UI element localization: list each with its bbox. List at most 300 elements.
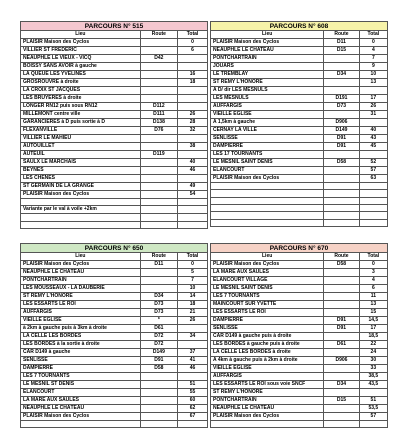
route-cell: D112: [140, 103, 177, 111]
table-row: [21, 277, 208, 285]
route-cell: [324, 333, 359, 341]
total-cell: 16: [178, 71, 208, 79]
lieu-cell: ST REMY L'HONORE: [21, 293, 141, 301]
lieu-cell: [211, 197, 324, 204]
table-row: [21, 87, 208, 95]
table-row: [211, 285, 388, 293]
route-cell: [324, 111, 359, 119]
table-row: [21, 285, 208, 293]
route-cell: D61: [324, 341, 359, 349]
route-cell: D58: [324, 159, 359, 167]
table-row: [211, 381, 388, 389]
total-cell: [178, 63, 208, 71]
table-row: [21, 39, 208, 47]
table-row: [21, 135, 208, 143]
table-row: [21, 269, 208, 277]
route-cell: D73: [140, 301, 177, 309]
route-table: [210, 21, 388, 227]
lieu-cell: LES 17 TOURNANTS: [211, 151, 324, 159]
lieu-cell: SENLISSE: [211, 135, 324, 143]
table-row: [211, 135, 388, 143]
lieu-cell: PLAISIR Maison des Cyclos: [211, 175, 324, 183]
route-cell: [324, 175, 359, 183]
table-row: [21, 159, 208, 167]
table-row: [211, 219, 388, 226]
route-cell: [324, 277, 359, 285]
route-cell: [140, 405, 177, 413]
lieu-cell: PLAISIR Maison des Cyclos: [21, 413, 141, 421]
total-cell: 34: [178, 333, 208, 341]
lieu-cell: AUFFARGIS: [21, 309, 141, 317]
route-cell: [140, 95, 177, 103]
lieu-cell: PLAISIR Maison des Cyclos: [21, 261, 141, 269]
lieu-cell: ELANCOURT: [21, 389, 141, 397]
lieu-cell: LE MESNIL ST DENIS: [21, 381, 141, 389]
total-cell: 0: [359, 261, 387, 269]
table-row: [211, 190, 388, 197]
table-row: [21, 199, 208, 206]
column-header: Route: [140, 253, 177, 261]
lieu-cell: NEAUPHLE LE VIEUX - VICQ: [21, 55, 141, 63]
total-cell: 55: [178, 389, 208, 397]
total-cell: [359, 190, 387, 197]
lieu-cell: PLAISIR Maison des Cyclos: [211, 39, 324, 47]
route-cell: D73: [140, 309, 177, 317]
lieu-cell: [211, 219, 324, 226]
table-row: [21, 111, 208, 119]
table-row: [21, 95, 208, 103]
table-row: [211, 175, 388, 183]
table-row: [21, 405, 208, 413]
route-cell: D119: [140, 151, 177, 159]
table-row: [21, 191, 208, 199]
total-cell: [178, 421, 208, 428]
column-header: Lieu: [211, 253, 324, 261]
table-row: [211, 413, 388, 421]
route-cell: [140, 206, 177, 214]
route-cell: [140, 221, 177, 228]
lieu-cell: LONGER RN12 puis sous RN12: [21, 103, 141, 111]
total-cell: [359, 87, 387, 95]
total-cell: 17: [359, 325, 387, 333]
total-cell: [359, 197, 387, 204]
total-cell: 13: [359, 301, 387, 309]
table-row: [21, 365, 208, 373]
table-row: [211, 143, 388, 151]
route-cell: [324, 212, 359, 219]
column-header: Total: [359, 253, 387, 261]
lieu-cell: SENLISSE: [21, 357, 141, 365]
table-row: [21, 47, 208, 55]
column-header: Lieu: [211, 31, 324, 39]
table-row: [21, 119, 208, 127]
total-cell: 21: [178, 309, 208, 317]
route-cell: [324, 421, 359, 428]
route-cell: D91: [324, 317, 359, 325]
table-row: [211, 55, 388, 63]
route-cell: D34: [324, 71, 359, 79]
lieu-cell: AUTOUILLET: [21, 143, 141, 151]
route-cell: D15: [324, 47, 359, 55]
lieu-cell: A 1,5km à gauche: [211, 119, 324, 127]
lieu-cell: VILLIER LE MAHIEU: [21, 135, 141, 143]
table-row: [211, 325, 388, 333]
total-cell: 9: [359, 63, 387, 71]
route-cell: [324, 63, 359, 71]
lieu-cell: AUTEUIL: [21, 151, 141, 159]
table-row: [211, 39, 388, 47]
total-cell: [178, 151, 208, 159]
route-cell: [324, 87, 359, 95]
lieu-cell: ST REMY L'HONORE: [211, 79, 324, 87]
total-cell: 60: [178, 397, 208, 405]
total-cell: 4: [359, 47, 387, 55]
route-cell: D149: [140, 349, 177, 357]
route-cell: [140, 183, 177, 191]
total-cell: 40: [359, 127, 387, 135]
total-cell: [178, 214, 208, 221]
total-cell: 38,5: [359, 373, 387, 381]
total-cell: [359, 151, 387, 159]
total-cell: [178, 199, 208, 206]
table-row: [211, 261, 388, 269]
total-cell: 54: [178, 191, 208, 199]
table-row: [211, 397, 388, 405]
route-cell: [324, 349, 359, 357]
lieu-cell: [211, 190, 324, 197]
total-cell: 10: [359, 71, 387, 79]
table-row: [211, 47, 388, 55]
table-row: [21, 301, 208, 309]
lieu-cell: DAMPIERRE: [211, 143, 324, 151]
total-cell: 26: [359, 103, 387, 111]
route-cell: [140, 167, 177, 175]
route-cell: [324, 183, 359, 190]
route-cell: D91: [324, 143, 359, 151]
table-row: [211, 421, 388, 428]
lieu-cell: VIEILLE EGLISE: [211, 365, 324, 373]
lieu-cell: LES 7 TOURNANTS: [21, 373, 141, 381]
route-cell: D15: [324, 397, 359, 405]
table-row: [211, 349, 388, 357]
route-cell: D61: [140, 325, 177, 333]
column-header: Total: [359, 31, 387, 39]
table-row: [211, 119, 388, 127]
route-cell: [324, 151, 359, 159]
route-cell: D76: [140, 127, 177, 135]
table-row: [211, 103, 388, 111]
total-cell: 13: [359, 79, 387, 87]
lieu-cell: BOISSY SANS AVOIR à gauche: [21, 63, 141, 71]
route-cell: [324, 55, 359, 63]
total-cell: 30: [359, 357, 387, 365]
route-cell: [324, 197, 359, 204]
lieu-cell: SAULX LE MARCHAIS: [21, 159, 141, 167]
lieu-cell: LE MESNIL SAINT DENIS: [211, 159, 324, 167]
total-cell: [359, 421, 387, 428]
total-cell: 3: [359, 269, 387, 277]
lieu-cell: AUFFARGIS: [211, 103, 324, 111]
table-row: [21, 151, 208, 159]
table-row: [21, 221, 208, 228]
route-cell: [140, 373, 177, 381]
table-row: [21, 381, 208, 389]
total-cell: 41: [178, 357, 208, 365]
lieu-cell: LE MESNIL SAINT DENIS: [211, 285, 324, 293]
table-row: [21, 309, 208, 317]
lieu-cell: PLAISIR Maison des Cyclos: [21, 191, 141, 199]
route-cell: D11: [140, 261, 177, 269]
route-cell: [324, 405, 359, 413]
total-cell: 67: [178, 413, 208, 421]
total-cell: [178, 175, 208, 183]
lieu-cell: LA QUEUE LES YVELINES: [21, 71, 141, 79]
lieu-cell: [211, 421, 324, 428]
total-cell: 10: [178, 285, 208, 293]
table-row: [21, 389, 208, 397]
table-row: [21, 63, 208, 71]
total-cell: [359, 119, 387, 127]
total-cell: 0: [178, 261, 208, 269]
total-cell: 26: [178, 317, 208, 325]
route-cell: [324, 190, 359, 197]
total-cell: 18: [178, 301, 208, 309]
total-cell: 7: [359, 55, 387, 63]
lieu-cell: [21, 214, 141, 221]
total-cell: 28: [178, 119, 208, 127]
route-cell: [324, 413, 359, 421]
column-header: Route: [324, 31, 359, 39]
total-cell: [178, 95, 208, 103]
table-row: [211, 151, 388, 159]
route-cell: D191: [324, 95, 359, 103]
total-cell: 15: [359, 309, 387, 317]
total-cell: 4: [359, 277, 387, 285]
table-row: [21, 71, 208, 79]
total-cell: [359, 219, 387, 226]
route-cell: D58: [324, 261, 359, 269]
route-cell: D138: [140, 119, 177, 127]
table-row: [21, 127, 208, 135]
lieu-cell: LES BRUYERES à droite: [21, 95, 141, 103]
route-cell: *: [140, 317, 177, 325]
table-row: [21, 293, 208, 301]
lieu-cell: GROSROUVRE à droite: [21, 79, 141, 87]
route-cell: D34: [324, 381, 359, 389]
table-row: [21, 206, 208, 214]
lieu-cell: MILLEMONT centre ville: [21, 111, 141, 119]
route-cell: [324, 269, 359, 277]
route-cell: [140, 159, 177, 167]
route-cell: [324, 205, 359, 212]
lieu-cell: CERNAY LA VILLE: [211, 127, 324, 135]
route-table: [20, 21, 208, 229]
table-row: [21, 143, 208, 151]
column-header: Route: [324, 253, 359, 261]
route-cell: [324, 301, 359, 309]
table-row: [211, 212, 388, 219]
route-cell: D42: [140, 55, 177, 63]
lieu-cell: [21, 421, 141, 428]
lieu-cell: LES ESSARTS LE ROI sous voie SNCF: [211, 381, 324, 389]
lieu-cell: [21, 221, 141, 228]
lieu-cell: ELANCOURT: [211, 167, 324, 175]
lieu-cell: VIEILLE EGLISE: [211, 111, 324, 119]
total-cell: 7: [178, 277, 208, 285]
route-table: [210, 243, 388, 428]
table-row: [211, 389, 388, 397]
table-row: [21, 183, 208, 191]
total-cell: [359, 212, 387, 219]
route-cell: [324, 167, 359, 175]
total-cell: [178, 55, 208, 63]
route-cell: [140, 413, 177, 421]
lieu-cell: AUFFARGIS: [211, 373, 324, 381]
lieu-cell: MAINCOURT SUR YVETTE: [211, 301, 324, 309]
route-cell: [324, 365, 359, 373]
lieu-cell: NEAUPHLE LE CHATEAU: [211, 47, 324, 55]
total-cell: 57: [359, 167, 387, 175]
parcours-title: PARCOURS N° 608: [211, 22, 388, 31]
total-cell: 53,5: [359, 405, 387, 413]
table-row: [21, 317, 208, 325]
total-cell: 24: [359, 349, 387, 357]
route-cell: [140, 39, 177, 47]
route-cell: D34: [140, 293, 177, 301]
route-cell: D58: [140, 365, 177, 373]
table-row: [211, 63, 388, 71]
lieu-cell: [211, 183, 324, 190]
table-row: [21, 413, 208, 421]
table-row: [211, 341, 388, 349]
total-cell: 14,5: [359, 317, 387, 325]
total-cell: 11: [359, 293, 387, 301]
lieu-cell: Variante par le val à voile +2km: [21, 206, 141, 214]
lieu-cell: LA CELLE LES BORDES à droite: [211, 349, 324, 357]
table-row: [211, 365, 388, 373]
table-row: [21, 421, 208, 428]
lieu-cell: [211, 212, 324, 219]
lieu-cell: LES MESNULS: [211, 95, 324, 103]
lieu-cell: LES 7 TOURNANTS: [211, 293, 324, 301]
route-cell: [324, 309, 359, 317]
route-table: [20, 243, 208, 428]
route-cell: [140, 63, 177, 71]
table-row: [21, 333, 208, 341]
table-row: [211, 71, 388, 79]
lieu-cell: LA CELLE LES BORDES: [21, 333, 141, 341]
parcours-title: PARCOURS N° 670: [211, 244, 388, 253]
lieu-cell: VILLIER ST FREDERIC: [21, 47, 141, 55]
lieu-cell: LA MARE AUX SAULES: [211, 269, 324, 277]
total-cell: [359, 205, 387, 212]
route-cell: D72: [140, 341, 177, 349]
total-cell: 38: [178, 143, 208, 151]
total-cell: [178, 221, 208, 228]
route-cell: [140, 269, 177, 277]
lieu-cell: LES MOUSSEAUX - LA DAUBERIE: [21, 285, 141, 293]
total-cell: 63: [359, 175, 387, 183]
table-row: [21, 167, 208, 175]
table-row: [211, 79, 388, 87]
lieu-cell: NEAUPHLE LE CHÂTEAU: [21, 269, 141, 277]
table-row: [21, 357, 208, 365]
table-row: [21, 175, 208, 183]
table-row: [211, 183, 388, 190]
total-cell: 32: [178, 127, 208, 135]
table-row: [21, 325, 208, 333]
lieu-cell: CAR D149 à gauche puis à droite: [211, 333, 324, 341]
total-cell: [178, 341, 208, 349]
parcours-650-panel: [20, 243, 208, 428]
lieu-cell: BEYNES: [21, 167, 141, 175]
total-cell: 43: [359, 135, 387, 143]
table-row: [211, 293, 388, 301]
lieu-cell: PONTCHARTRAIN: [21, 277, 141, 285]
route-cell: [140, 397, 177, 405]
parcours-title: PARCOURS N° 515: [21, 22, 208, 31]
total-cell: 43,5: [359, 381, 387, 389]
total-cell: 26: [178, 111, 208, 119]
total-cell: 40: [178, 159, 208, 167]
table-row: [211, 405, 388, 413]
table-row: [211, 269, 388, 277]
total-cell: 51: [359, 397, 387, 405]
lieu-cell: JOUARS: [211, 63, 324, 71]
table-row: [21, 397, 208, 405]
table-row: [211, 301, 388, 309]
total-cell: 14: [178, 293, 208, 301]
lieu-cell: LES ESSARTS LE ROI: [21, 301, 141, 309]
table-row: [211, 159, 388, 167]
total-cell: [178, 87, 208, 95]
table-row: [211, 205, 388, 212]
total-cell: [359, 183, 387, 190]
table-row: [211, 373, 388, 381]
lieu-cell: ELANCOURT VILLAGE: [211, 277, 324, 285]
lieu-cell: LES BORDES à la sortie à droite: [21, 341, 141, 349]
lieu-cell: ST REMY L'HONORE: [211, 389, 324, 397]
lieu-cell: [21, 199, 141, 206]
lieu-cell: PLAISIR Maison des Cyclos: [211, 413, 324, 421]
route-cell: [140, 143, 177, 151]
column-header: Total: [178, 31, 208, 39]
table-row: [211, 111, 388, 119]
route-cell: [140, 135, 177, 143]
lieu-cell: NEAUPHLE LE CHÂTEAU: [21, 405, 141, 413]
route-cell: [140, 381, 177, 389]
route-cell: [140, 71, 177, 79]
lieu-cell: LE TREMBLAY: [211, 71, 324, 79]
table-row: [21, 55, 208, 63]
lieu-cell: LES CHENES: [21, 175, 141, 183]
route-cell: [324, 285, 359, 293]
parcours-608-panel: [210, 21, 388, 227]
total-cell: 6: [178, 47, 208, 55]
total-cell: 37: [178, 349, 208, 357]
route-cell: D91: [140, 357, 177, 365]
table-row: [211, 277, 388, 285]
table-row: [211, 197, 388, 204]
route-cell: D11: [324, 39, 359, 47]
lieu-cell: DAMPIERRE: [21, 365, 141, 373]
total-cell: 46: [178, 365, 208, 373]
route-cell: [140, 199, 177, 206]
table-row: [21, 349, 208, 357]
lieu-cell: A 4km à gauche puis à 2km à droite: [211, 357, 324, 365]
total-cell: 22: [359, 341, 387, 349]
lieu-cell: NEAUPHLE LE CHÂTEAU: [211, 405, 324, 413]
